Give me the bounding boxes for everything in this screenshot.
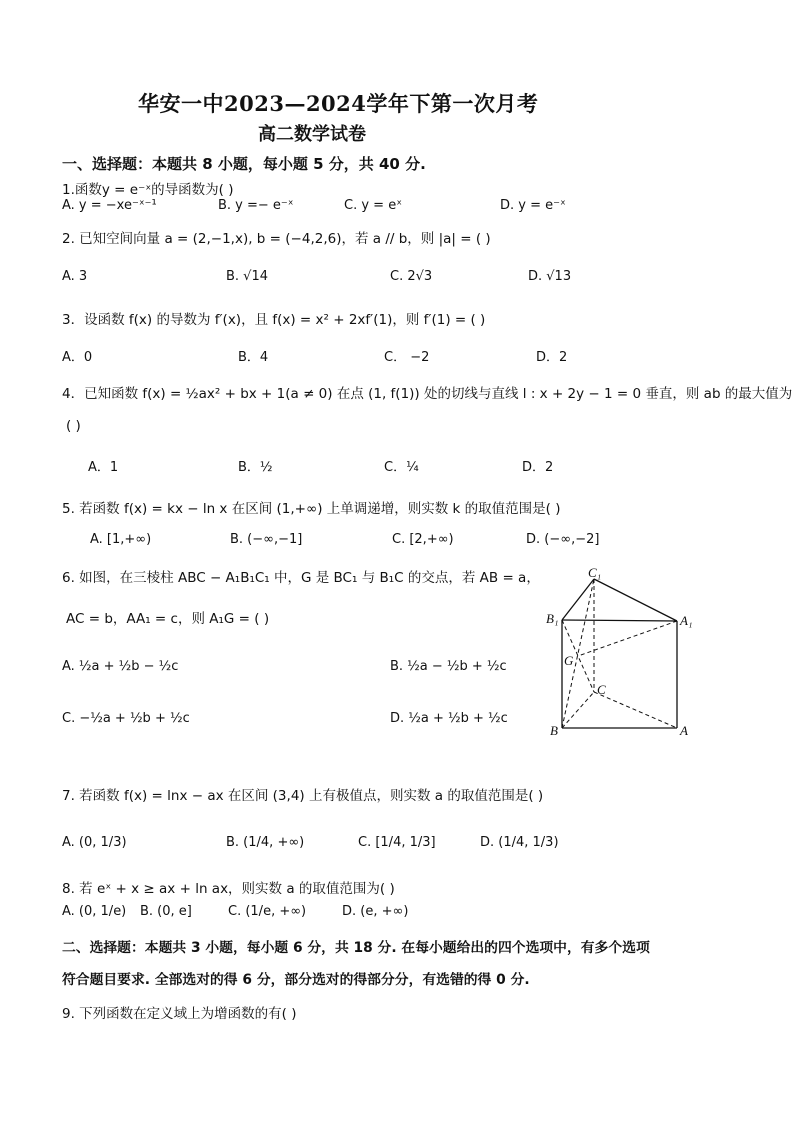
q7-stem: 7. 若函数 f(x) = lnx − ax 在区间 (3,4) 上有极值点，则实数 a 的取值范围是( ) (62, 788, 544, 804)
q1-option-a: A. y = −xe⁻ˣ⁻¹ (62, 198, 157, 213)
edge-c1-a1 (594, 579, 677, 621)
q7-option-d: D. (1/4, 1/3) (480, 835, 559, 850)
q8-option-b: B. (0, e] (140, 904, 192, 919)
exam-title: 华安一中2023—2024学年下第一次月考 (138, 91, 539, 116)
section-1-heading: 一、选择题：本题共 8 小题，每小题 5 分，共 40 分. (62, 155, 426, 173)
q2-option-a: A. 3 (62, 269, 88, 284)
exam-subtitle: 高二数学试卷 (258, 124, 366, 145)
edge-b-c (562, 692, 594, 728)
label-g: G (564, 653, 574, 668)
q6-stem-continuation: AC = b，AA₁ = c，则 A₁G = ( ) (66, 611, 270, 627)
q5-option-a: A. [1,+∞) (90, 532, 152, 547)
q2-option-c: C. 2√3 (390, 269, 433, 284)
q7-option-c: C. [1/4, 1/3] (358, 835, 436, 850)
q3-stem: 3．设函数 f(x) 的导数为 f′(x)，且 f(x) = x² + 2xf′(1)，则 f′(1) = ( ) (62, 312, 486, 328)
q2-option-d: D. √13 (528, 269, 572, 284)
q1-option-d: D. y = e⁻ˣ (500, 198, 566, 213)
edge-b1-a1 (562, 620, 677, 621)
q3-option-b: B．4 (238, 350, 269, 365)
q4-stem-continuation: ( ) (66, 418, 81, 434)
q9-stem: 9. 下列函数在定义域上为增函数的有( ) (62, 1006, 297, 1022)
q6-option-a: A. ½a + ½b − ½c (62, 659, 179, 674)
prism-figure (540, 565, 710, 745)
label-b: B (550, 723, 558, 738)
q8-option-a: A. (0, 1/e) (62, 904, 127, 919)
q6-stem: 6. 如图，在三棱柱 ABC − A₁B₁C₁ 中，G 是 BC₁ 与 B₁C 的交点，若 AB = a， (62, 570, 540, 586)
label-a1: A₁ (680, 613, 693, 628)
q3-option-a: A．0 (62, 350, 93, 365)
q8-stem: 8. 若 eˣ + x ≥ ax + ln ax，则实数 a 的取值范围为( ) (62, 881, 395, 897)
line-a1-g (578, 621, 677, 656)
q3-option-d: D．2 (536, 350, 568, 365)
q6-option-b: B. ½a − ½b + ½c (390, 659, 507, 674)
q7-option-a: A. (0, 1/3) (62, 835, 127, 850)
q4-option-d: D．2 (522, 460, 554, 475)
label-b1: B₁ (546, 611, 559, 626)
q7-option-b: B. (1/4, +∞) (226, 835, 305, 850)
q4-option-b: B．½ (238, 460, 273, 475)
section-2-heading-line2: 符合题目要求. 全部选对的得 6 分，部分选对的得部分分，有选错的得 0 分. (62, 972, 530, 988)
q6-option-d: D. ½a + ½b + ½c (390, 711, 508, 726)
q2-option-b: B. √14 (226, 269, 269, 284)
q5-stem: 5. 若函数 f(x) = kx − ln x 在区间 (1,+∞) 上单调递增，则实数 k 的取值范围是( ) (62, 501, 561, 517)
q2-stem: 2. 已知空间向量 a = (2,−1,x), b = (−4,2,6)，若 a // b，则 |a| = ( ) (62, 231, 491, 247)
q1-option-b: B. y =− e⁻ˣ (218, 198, 294, 213)
q4-option-c: C．¼ (384, 460, 419, 475)
q5-option-d: D. (−∞,−2] (526, 532, 600, 547)
edge-c1-b1 (562, 579, 594, 620)
label-c: C (597, 682, 606, 697)
q1-option-c: C. y = eˣ (344, 198, 402, 213)
q5-option-b: B. (−∞,−1] (230, 532, 303, 547)
q3-option-c: C． −2 (384, 350, 430, 365)
q4-option-a: A．1 (88, 460, 119, 475)
section-2-heading-line1: 二、选择题：本题共 3 小题，每小题 6 分，共 18 分. 在每小题给出的四个选项中，有多个选项 (62, 940, 650, 956)
q6-option-c: C. −½a + ½b + ½c (62, 711, 190, 726)
edge-c-a (594, 692, 677, 728)
label-a: A (680, 723, 688, 738)
q5-option-c: C. [2,+∞) (392, 532, 454, 547)
label-c1: C₁ (588, 565, 602, 580)
q8-option-d: D. (e, +∞) (342, 904, 409, 919)
q1-stem: 1.函数y = e⁻ˣ的导函数为( ) (62, 182, 234, 198)
q4-stem: 4．已知函数 f(x) = ½ax² + bx + 1(a ≠ 0) 在点 (1, f(1)) 处的切线与直线 l : x + 2y − 1 = 0 垂直，则 ab 的最大值为 (62, 386, 793, 402)
q8-option-c: C. (1/e, +∞) (228, 904, 307, 919)
